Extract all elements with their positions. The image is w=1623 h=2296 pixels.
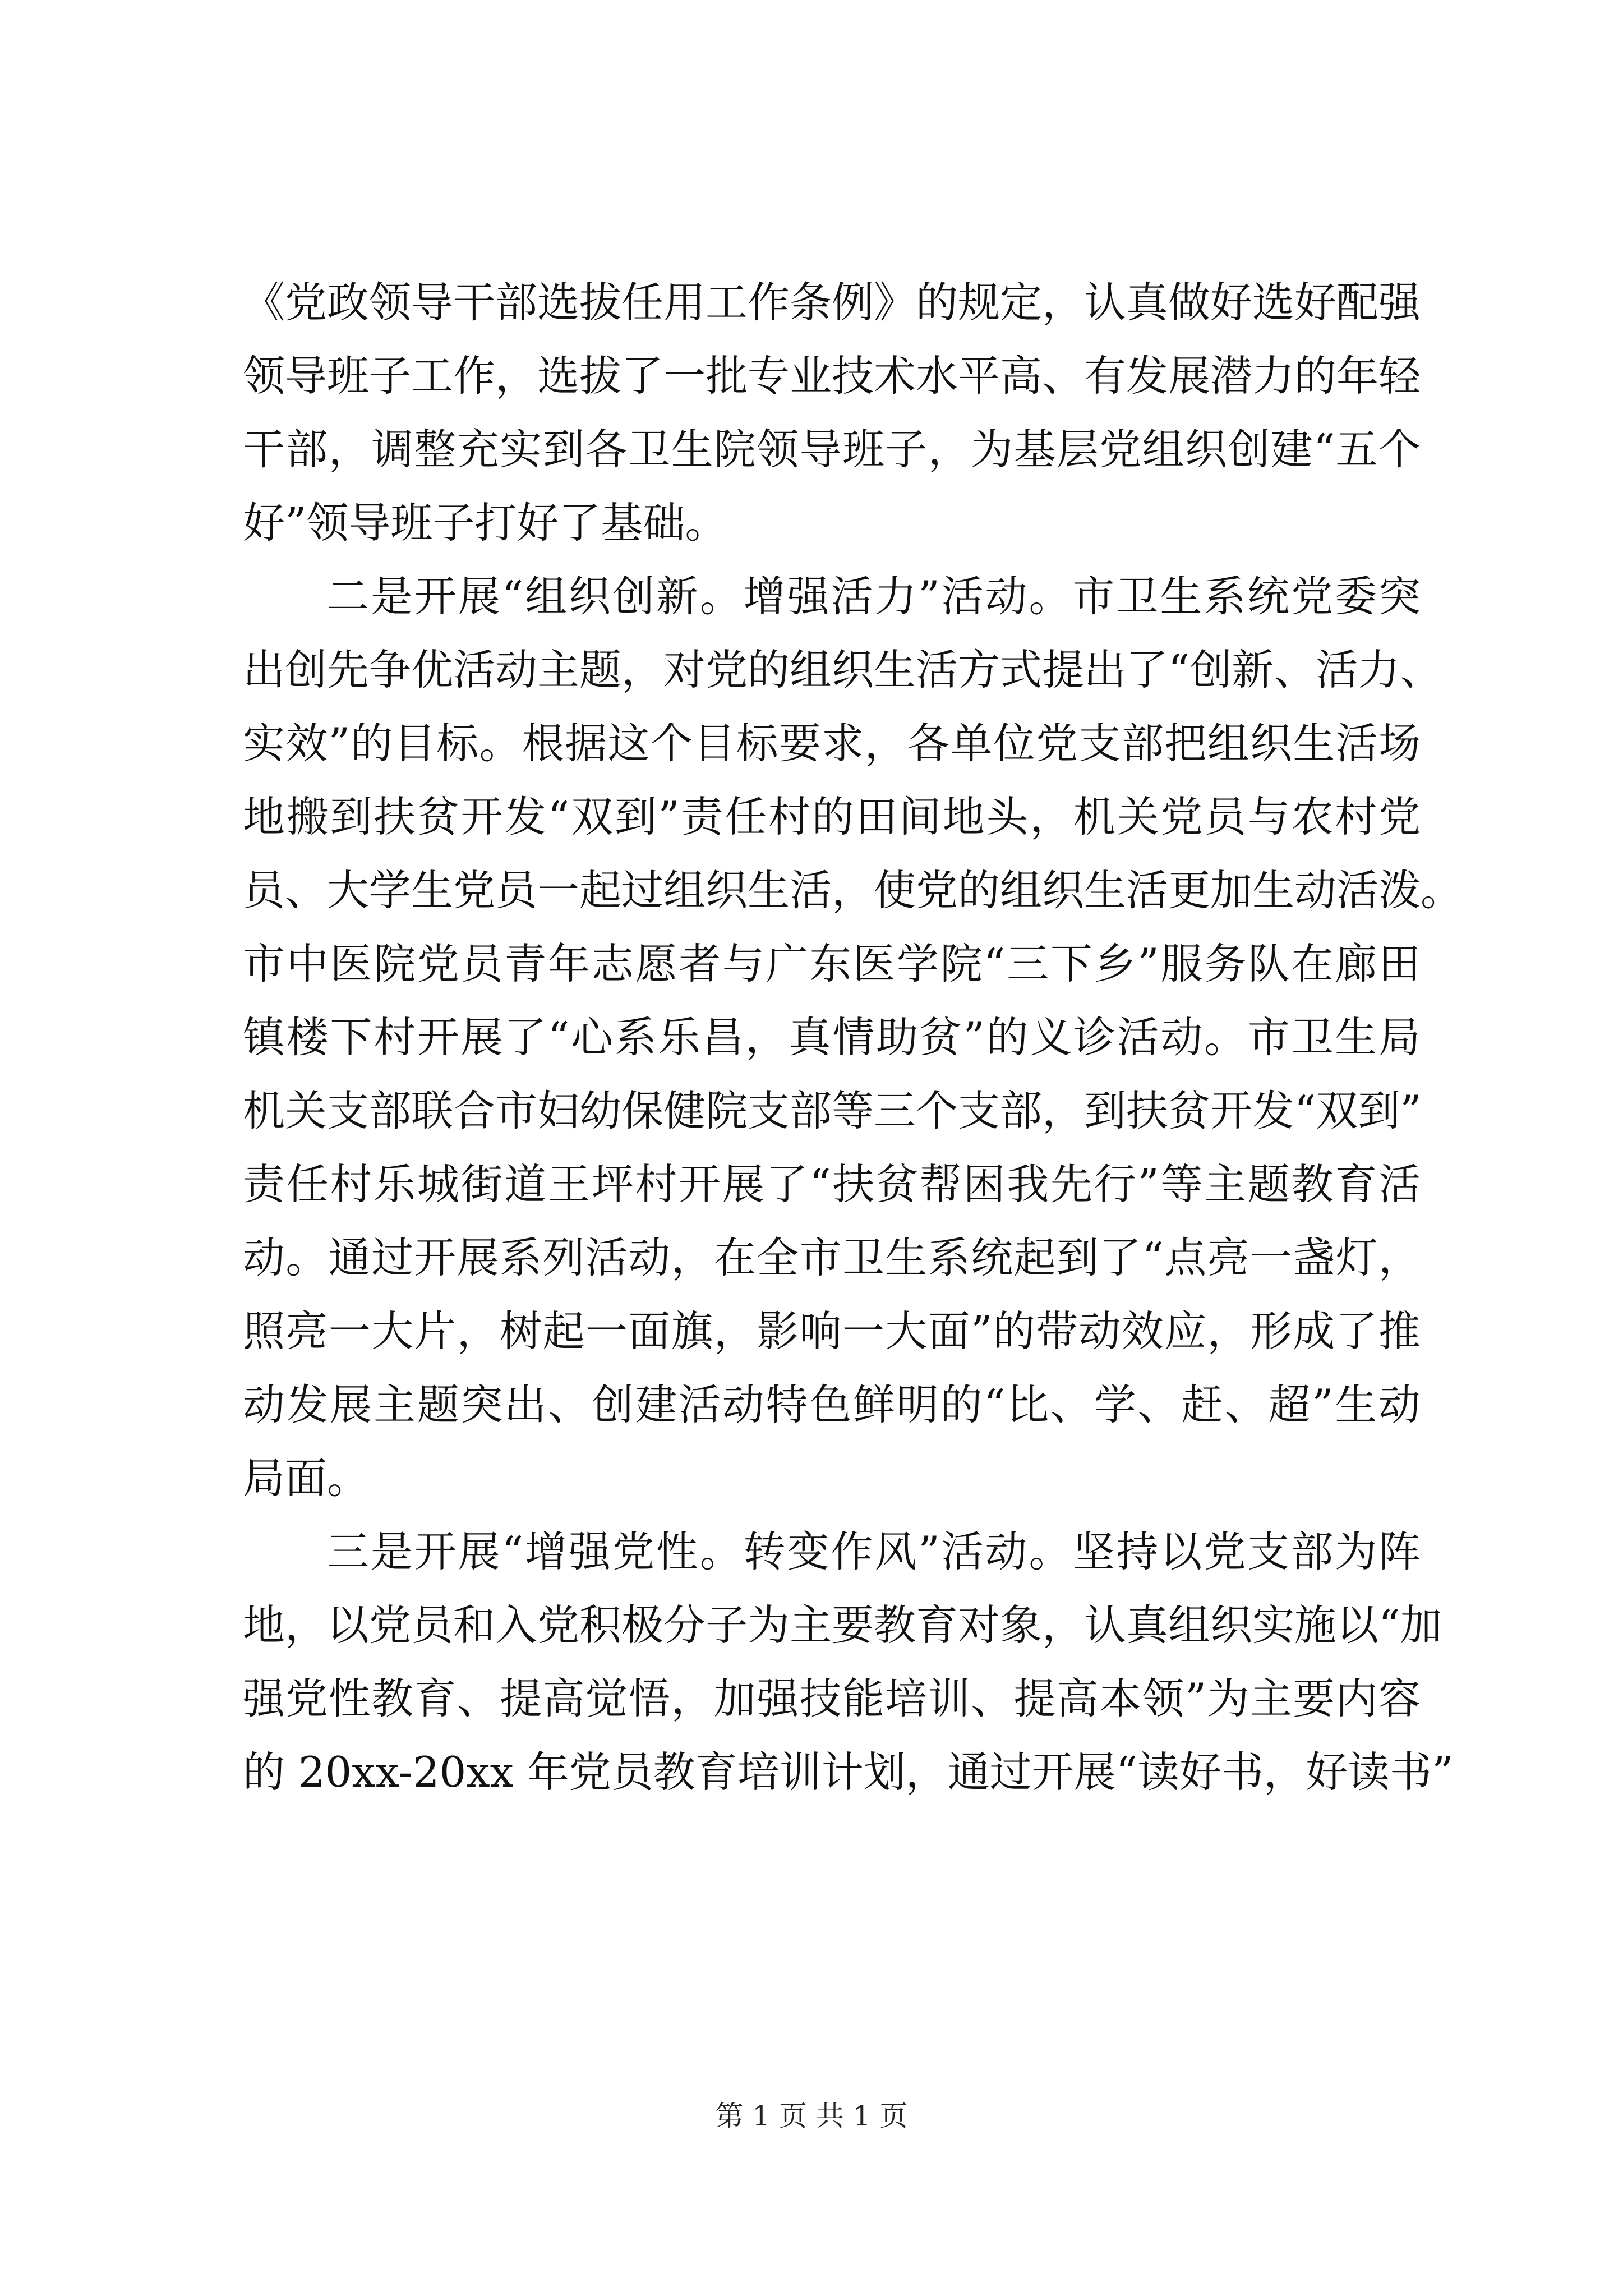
text-line: 出创先争优活动主题，对党的组织生活方式提出了“创新、活力、 [243,645,1442,694]
text-line: 的 20xx-20xx 年党员教育培训计划，通过开展“读好书，好读书” [243,1747,1454,1797]
text-line: 地搬到扶贫开发“双到”责任村的田间地头，机关党员与农村党 [243,792,1421,841]
text-line: 员、大学生党员一起过组织生活，使党的组织生活更加生动活泼。 [243,866,1463,915]
paragraph-first-line: 三是开展“增强党性。转变作风”活动。坚持以党支部为阵 [327,1527,1421,1576]
text-line: 动。通过开展系列活动，在全市卫生系统起到了“点亮一盏灯， [243,1233,1421,1282]
document-body [243,266,1463,1809]
text-line: 镇楼下村开展了“心系乐昌，真情助贫”的义诊活动。市卫生局 [243,1013,1421,1062]
text-line: 局面。 [243,1453,370,1503]
text-line: 机关支部联合市妇幼保健院支部等三个支部，到扶贫开发“双到” [243,1086,1422,1135]
text-line: 好”领导班子打好了基础。 [243,498,727,547]
text-line: 干部，调整充实到各卫生院领导班子，为基层党组织创建“五个 [243,425,1421,474]
text-line: 强党性教育、提高觉悟，加强技能培训、提高本领”为主要内容 [243,1674,1421,1723]
paragraph-first-line: 二是开展“组织创新。增强活力”活动。市卫生系统党委突 [327,572,1421,621]
text-line: 动发展主题突出、创建活动特色鲜明的“比、学、赶、超”生动 [243,1380,1421,1429]
text-line: 照亮一大片，树起一面旗，影响一大面”的带动效应，形成了推 [243,1306,1421,1356]
text-line: 地，以党员和入党积极分子为主要教育对象，认真组织实施以“加 [243,1600,1442,1650]
text-line: 市中医院党员青年志愿者与广东医学院“三下乡”服务队在廊田 [243,939,1421,988]
text-line: 领导班子工作，选拔了一批专业技术水平高、有发展潜力的年轻 [243,351,1421,401]
text-line: 责任村乐城街道王坪村开展了“扶贫帮困我先行”等主题教育活 [243,1159,1421,1209]
text-line: 《党政领导干部选拔任用工作条例》的规定，认真做好选好配强 [243,278,1421,327]
text-line: 实效”的目标。根据这个目标要求，各单位党支部把组织生活场 [243,719,1421,768]
page-footer: 第 1 页 共 1 页 [715,2100,908,2132]
